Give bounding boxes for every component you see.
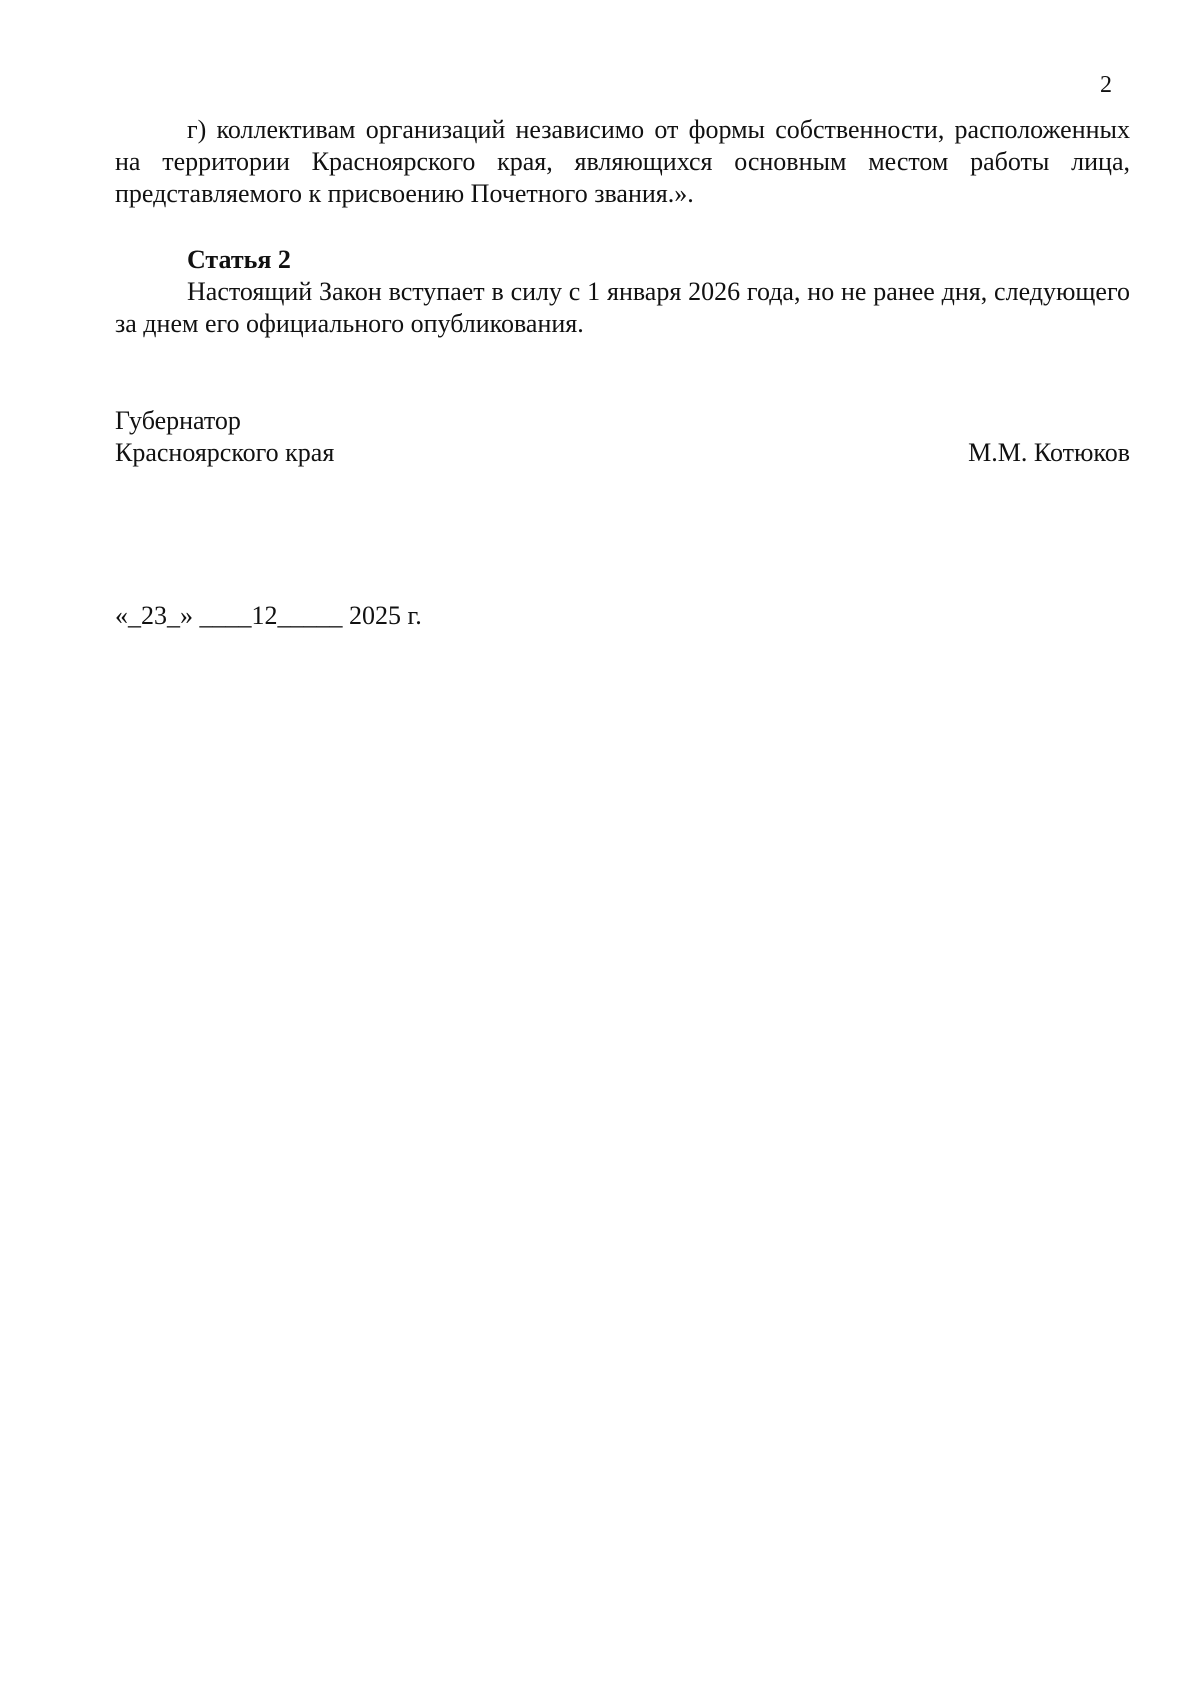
signer-position-line2: Красноярского края <box>115 438 335 467</box>
document-body <box>115 114 1130 340</box>
article-text: Настоящий Закон вступает в силу с 1 января 2026 года, но не ранее дня, следующего за днем его официального опубликования. <box>115 277 1130 338</box>
article-2 <box>115 244 1130 340</box>
paragraph-g: г) коллективам организаций независимо от формы собственности, расположенных на территории Красноярского края, являющихся основным местом работы лица, представляемого к присвоению Почетного звания.». <box>115 115 1130 208</box>
signing-date: «_23_» ____12_____ 2025 г. <box>115 601 422 630</box>
signer-name: М.М. Котюков <box>968 438 1130 467</box>
signature-row <box>115 437 1130 469</box>
signer-position-line1: Губернатор <box>115 406 241 435</box>
signature-block <box>115 405 1130 469</box>
page-number: 2 <box>1100 72 1112 98</box>
article-heading: Статья 2 <box>187 245 291 274</box>
